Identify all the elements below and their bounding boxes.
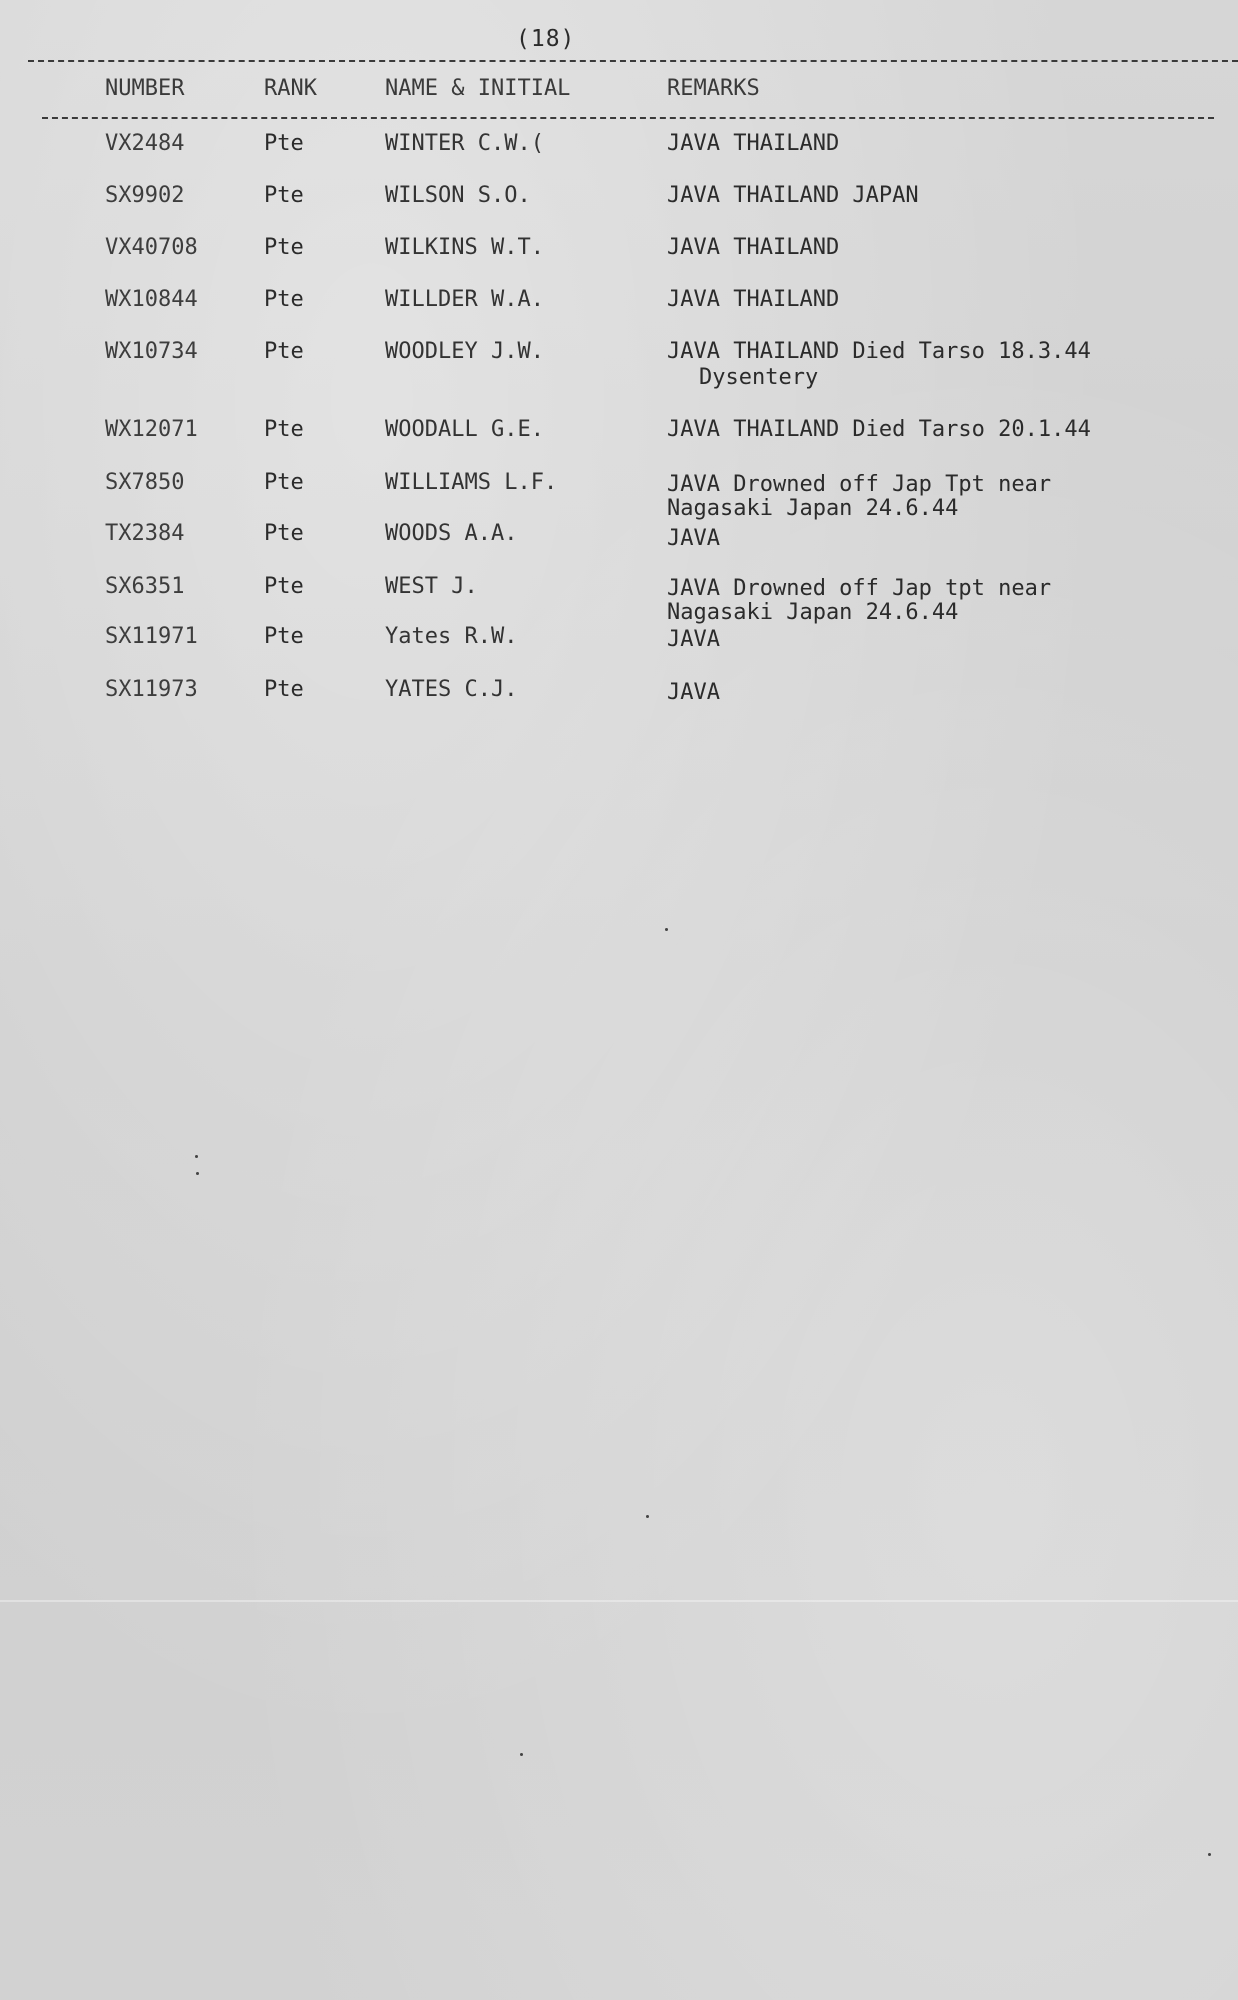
remarks-line-2: Dysentery — [699, 365, 819, 390]
rank: Pte — [264, 183, 304, 208]
remarks-line-1: JAVA THAILAND JAPAN — [667, 183, 919, 208]
remarks — [667, 627, 720, 653]
remarks-line-1: JAVA — [667, 526, 720, 551]
remarks — [667, 183, 919, 209]
remarks-line-1: JAVA THAILAND — [667, 235, 840, 260]
table-row — [0, 183, 1238, 223]
name-initial: Yates R.W. — [385, 624, 518, 649]
rank: Pte — [264, 417, 304, 442]
rank: Pte — [264, 624, 304, 649]
service-number: WX10844 — [105, 287, 198, 312]
name-initial: WOODALL G.E. — [385, 417, 544, 442]
remarks-line-1: JAVA Drowned off Jap Tpt near — [667, 472, 1052, 497]
table-row — [0, 417, 1238, 457]
remarks-line-1: JAVA — [667, 680, 720, 705]
page-number: (18) — [516, 26, 576, 52]
remarks — [667, 417, 1091, 443]
rank: Pte — [264, 470, 304, 495]
remarks — [667, 287, 839, 313]
name-initial: WILSON S.O. — [385, 183, 531, 208]
remarks — [667, 577, 1051, 625]
remarks-line-1: JAVA — [667, 627, 720, 652]
service-number: SX7850 — [105, 470, 185, 495]
table-row — [0, 235, 1238, 275]
service-number: TX2384 — [105, 521, 185, 546]
remarks — [667, 680, 720, 706]
service-number: VX2484 — [105, 131, 185, 156]
remarks-line-1: JAVA THAILAND — [667, 287, 840, 312]
table-row — [0, 470, 1238, 526]
rank: Pte — [264, 131, 304, 156]
header-number: NUMBER — [105, 76, 185, 101]
remarks — [667, 235, 839, 261]
top-dashed-rule — [28, 60, 1238, 62]
rank: Pte — [264, 287, 304, 312]
service-number: SX11973 — [105, 677, 198, 702]
table-row — [0, 624, 1238, 664]
paper-speck — [520, 1753, 523, 1756]
name-initial: WILLDER W.A. — [385, 287, 544, 312]
name-initial: WEST J. — [385, 574, 478, 599]
remarks — [667, 131, 839, 157]
paper-speck — [196, 1172, 199, 1175]
name-initial: WILLIAMS L.F. — [385, 470, 558, 495]
service-number: WX12071 — [105, 417, 198, 442]
paper-speck — [665, 928, 668, 931]
table-row — [0, 339, 1238, 399]
table-row — [0, 521, 1238, 561]
service-number: SX6351 — [105, 574, 185, 599]
name-initial: WOODLEY J.W. — [385, 339, 544, 364]
rank: Pte — [264, 677, 304, 702]
name-initial: WILKINS W.T. — [385, 235, 544, 260]
table-row — [0, 677, 1238, 717]
service-number: WX10734 — [105, 339, 198, 364]
name-initial: YATES C.J. — [385, 677, 518, 702]
service-number: VX40708 — [105, 235, 198, 260]
service-number: SX11971 — [105, 624, 198, 649]
paper-speck — [646, 1515, 649, 1518]
remarks-line-1: JAVA THAILAND Died Tarso 18.3.44 — [667, 339, 1091, 364]
table-row — [0, 287, 1238, 327]
remarks — [667, 473, 1051, 521]
rank: Pte — [264, 521, 304, 546]
name-initial: WINTER C.W.( — [385, 131, 544, 156]
rank: Pte — [264, 339, 304, 364]
table-row — [0, 574, 1238, 630]
name-initial: WOODS A.A. — [385, 521, 518, 546]
header-name: NAME & INITIAL — [385, 76, 571, 101]
remarks-line-1: JAVA THAILAND — [667, 131, 840, 156]
remarks-line-1: JAVA Drowned off Jap tpt near — [667, 576, 1052, 601]
rank: Pte — [264, 574, 304, 599]
paper-speck — [1208, 1853, 1211, 1856]
paper-speck — [195, 1155, 198, 1158]
remarks-line-2: Nagasaki Japan 24.6.44 — [667, 600, 959, 625]
header-dashed-rule — [42, 117, 1214, 119]
rank: Pte — [264, 235, 304, 260]
remarks-line-1: JAVA THAILAND Died Tarso 20.1.44 — [667, 417, 1091, 442]
table-row — [0, 131, 1238, 171]
header-rank: RANK — [264, 76, 317, 101]
remarks — [667, 526, 720, 552]
header-remarks: REMARKS — [667, 76, 760, 101]
paper-crease — [0, 1600, 1238, 1602]
remarks-line-2: Nagasaki Japan 24.6.44 — [667, 496, 959, 521]
service-number: SX9902 — [105, 183, 185, 208]
remarks — [667, 339, 1091, 391]
